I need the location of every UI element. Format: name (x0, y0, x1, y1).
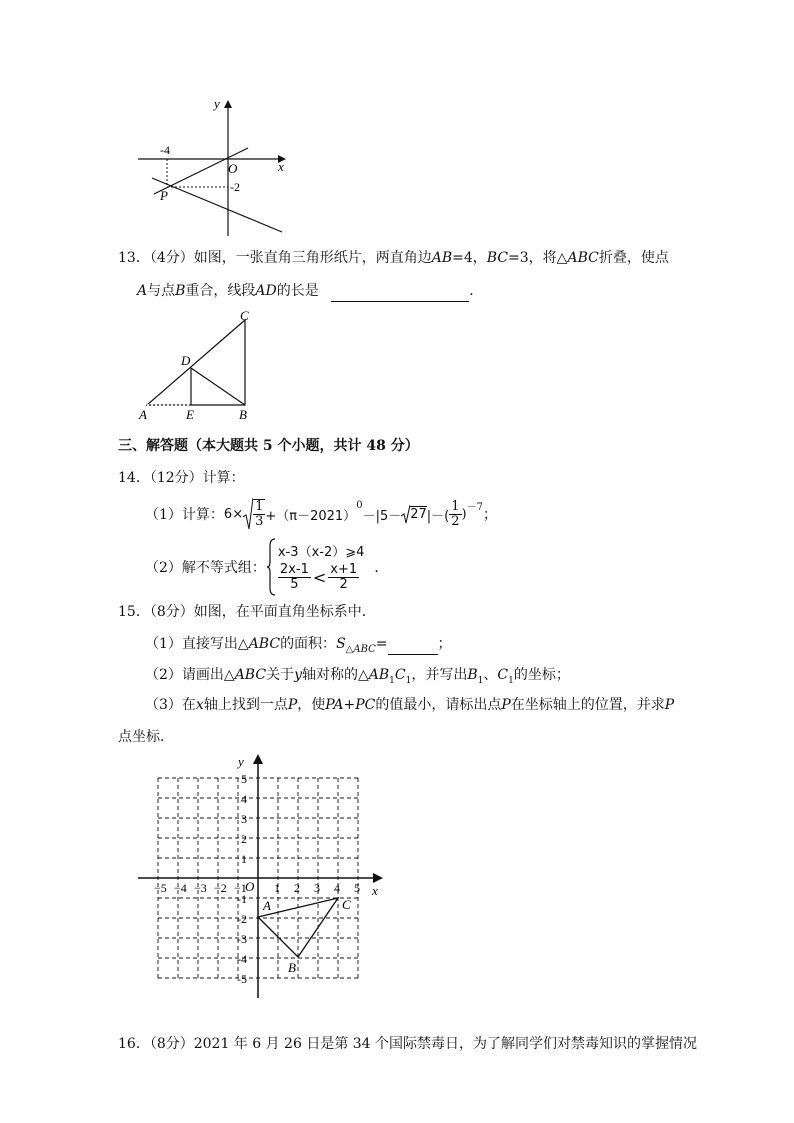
y-tick-label: -1 (237, 892, 247, 906)
q15-part1: （1）直接写出△ABC的面积：$S_{\triangle ABC}=$ ； (145, 636, 452, 655)
fig12-label-x: x (278, 159, 284, 174)
q15-heading: 15．（8分）如图，在平面直角坐标系中． (118, 604, 376, 620)
y-tick-label: 5 (241, 772, 247, 786)
brace-icon (266, 538, 276, 596)
q14-heading: 14．（12分）计算： (118, 470, 245, 486)
x-tick-label: −1 (234, 881, 247, 895)
fig12-line-2 (152, 178, 282, 232)
point-label-c: C (342, 897, 351, 912)
grid-y-arrow (253, 754, 263, 764)
grid-label-y: y (238, 754, 244, 769)
q13-label-a: A (139, 407, 147, 422)
q13-figure (135, 310, 265, 425)
q14-part1: （1）计算： 6× $\frac{1}{3}$ +（π－2021） $^0$ －|5－ 27 |－( $\frac{1}{2}$ ) $^{-7}$ ； (145, 498, 497, 529)
y-tick-label: -5 (237, 972, 247, 986)
q13-line-2: A与点B重合，线段AD的长是 ． (137, 281, 483, 302)
x-tick-label: −4 (174, 881, 187, 895)
inequality-system: x-3（x-2）⩾4 $\frac{2x-1}{5}$ < $\frac{x+1}{2}$ (277, 544, 365, 592)
sqrt-one-third: $\frac{1}{3}$ (243, 497, 265, 531)
q15-grid-figure (135, 752, 385, 1002)
fig12-label-p: P (160, 188, 168, 203)
y-tick-label: 1 (241, 852, 247, 866)
fig12-y-arrow (224, 100, 232, 108)
q13-label-e: E (186, 407, 194, 422)
q13-label-d: D (181, 353, 191, 368)
grid-axes (138, 754, 383, 998)
y-tick-label: -2 (237, 912, 247, 926)
x-tick-label: 2 (294, 881, 300, 895)
q15-part2: （2）请画出△ABC关于y轴对称的$\triangle AB_1C_1$，并写出$B_1$、$C_1$的坐标； (145, 667, 570, 686)
x-tick-label: −3 (194, 881, 207, 895)
grid-label-x: x (372, 883, 378, 898)
q13-label-c: C (240, 310, 249, 323)
x-tick-label: 3 (314, 881, 320, 895)
sqrt-sign-icon (401, 504, 410, 524)
y-tick-label: -4 (237, 952, 247, 966)
grid-x-arrow (373, 873, 383, 883)
x-tick-label: 1 (274, 881, 280, 895)
q13-line-1: 13．（4分）如图，一张直角三角形纸片，两直角边AB=4，BC=3，将△ABC折叠，使点 (118, 250, 669, 266)
sqrt-27: 27 (401, 504, 427, 524)
fig12-label-m4: -4 (160, 143, 170, 157)
x-tick-label: −2 (214, 881, 227, 895)
q15-area-blank[interactable] (388, 634, 438, 655)
y-tick-label: 2 (241, 832, 247, 846)
x-tick-label: 5 (354, 881, 360, 895)
sqrt-sign-icon (243, 497, 253, 531)
point-label-b: B (288, 960, 296, 975)
q15-part3: （3）在x轴上找到一点P，使PA+PC的值最小，请标出点P在坐标轴上的位置，并求P (145, 697, 675, 713)
q13-label-b: B (239, 407, 247, 422)
y-tick-label: -3 (237, 932, 247, 946)
grid-tick-labels (154, 772, 360, 986)
fig12-label-m2: -2 (230, 180, 240, 194)
section3-title: 三、解答题（本大题共 5 个小题，共计 48 分） (118, 438, 419, 454)
q14-part2: （2）解不等式组： x-3（x-2）⩾4 $\frac{2x-1}{5}$ < $\frac{x+1}{2}$ ． (145, 538, 388, 596)
fig12-label-o: O (228, 161, 238, 176)
q16-line: 16．（8分）2021 年 6 月 26 日是第 34 个国际禁毒日，为了解同学们对禁毒知识的掌握情况 (118, 1036, 698, 1052)
y-tick-label: 4 (241, 792, 247, 806)
grid-label-o: O (245, 879, 255, 894)
q12-figure (130, 96, 300, 241)
q13-answer-blank[interactable] (331, 281, 469, 302)
x-tick-label: −5 (154, 881, 167, 895)
q13-triangle (147, 320, 245, 405)
x-tick-label: 4 (334, 881, 340, 895)
point-label-a: A (263, 898, 271, 913)
q13-number: 13．（4分） (118, 250, 194, 266)
y-tick-label: 3 (241, 812, 247, 826)
q15-part3-line2: 点坐标． (118, 729, 174, 745)
q13-fold-db (191, 368, 245, 405)
fig12-label-y: y (214, 96, 220, 111)
